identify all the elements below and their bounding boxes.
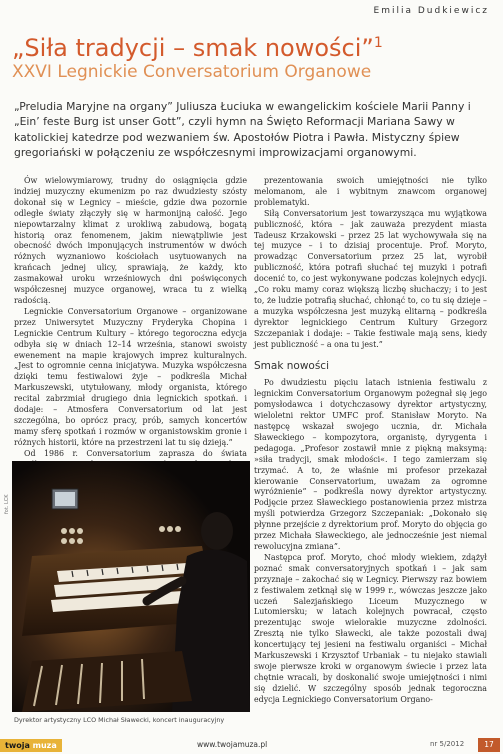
paragraph: prezentowania swoich umiejętności nie tylko melomanom, ale i wybitnym znawcom organowej problematyki. — [254, 176, 487, 207]
author-name: Emilia Dudkiewicz — [373, 6, 489, 16]
section-heading: Smak nowości — [254, 359, 329, 372]
article-lead: „Preludia Maryjne na organy” Juliusza Łuciuka w ewangelickim kościele Marii Panny i „Ein’ feste Burg ist unser Gott”, czyli hymn na Święto Reformacji Mariana Sawy w katolickiej katedrze pod wezwaniem św. Apostołów Piotra i Pawła. Mistyczny śpiew gregoriański w połączeniu ze współczesnymi improwizacjami organowymi. — [14, 100, 471, 160]
text-column-right — [254, 176, 487, 706]
paragraph: Po dwudziestu pięciu latach istnienia festiwalu z legnickim Conversatorium Organowym pożegnał się jego pomysłodawca i dotychczasowy dyrektor artystyczny, wieloletni rektor UMFC prof. Stanisław Moryto. Na następcę wskazał swojego ucznia, dr. Michała Sławeckiego – kompozytora, organistę, dyrygenta i pedagoga. „Profesor zostawił mnie z piękną maksymą: »siła tradycji, smak młodości«. I tego zamierzam się trzymać. A to, że właśnie mi profesor przekazał kierowanie Conservatorium, uważam za ogromne wyróżnienie” – podkreśla nowy dyrektor artystyczny. Podjęcie przez Sławeckiego postanowienia przez mistrza myśli potwierdza Grzegorz Szczepaniak: „Dokonało się płynne przejście z dyrektorium prof. Moryto do objęcia go przez Michała Sławeckiego, ale jednocześnie jest niemal rewolucyjna zmiana”. — [254, 378, 487, 551]
logo-part-2: muza — [32, 741, 57, 750]
organist-photo — [12, 461, 250, 712]
headline-footnote: 1 — [373, 35, 383, 51]
logo-part-1: twoja — [5, 741, 33, 750]
paragraph: Ów wielowymiarowy, trudny do osiągnięcia gdzie indziej muzyczny ekumenizm po raz dwudziesty szósty dokonał się w Legnicy – mieście, gdzie dwa pozornie odległe światy złączyły się w harmonijną całość. Jego niepowtarzalny klimat z urokliwą zabudową, bogatą historią oraz fenomenem, jakim niewątpliwie jest obecność dwóch imponujących instrumentów w dwóch różnych wyznaniowo kościołach usytuowanych na krańcach jednej ulicy, sprawiają, że każdy, kto zasmakował uroku wrześniowych dni poświęconych współczesnej muzyce organowej, wraca tu z wielką radością. — [14, 176, 247, 305]
photo-caption: Dyrektor artystyczny LCO Michał Sławecki, koncert inauguracyjny — [14, 716, 225, 724]
issue-number: nr 5/2012 — [430, 740, 465, 748]
page-number: 17 — [478, 738, 500, 752]
headline-text: „Siła tradycji – smak nowości” — [12, 34, 374, 62]
article-headline — [12, 30, 497, 61]
paragraph: Legnickie Conversatorium Organowe – organizowane przez Uniwersytet Muzyczny Fryderyka Chopina i Legnickie Centrum Kultury – którego tegoroczna edycja odbyła się w dniach 12–14 września, stanowi swoisty ewenement na mapie krajowych imprez kulturalnych. „Jest to ogromnie cenna inicjatywa. Muzyka współczesna dzięki temu festiwalowi żyje – podkreśla Michał Markuszewski, utytułowany, młody organista, którego recital zabrzmiał drugiego dnia legnickich spotkań. i dodaje: – Atmosfera Conversatorium od lat jest szczególna, bo oprócz pracy, prób, samych koncertów mamy sferę spotkań i rozmów w organistowskim gronie i różnych historii, które na przestrzeni lat tu się dzieją.” — [14, 306, 247, 447]
organ-console-illustration — [12, 461, 250, 712]
paragraph: Siłą Conversatorium jest towarzysząca mu wyjątkowa publiczność, która – jak zauważa prezydent miasta Tadeusz Krzakowski – przez 25 lat wychowywała się na tej muzyce – i to dzisiaj procentuje. Prof. Moryto, prowadząc Conversatorium przez 25 lat, wyrobił publiczność, która potrafi słuchać tej muzyki i potrafi docenić to, co jest wykonywane podczas kolejnych edycji. „Co roku mamy coraz większą liczbę słuchaczy; i to jest to, że ludzie potrafią słuchać, chłonąć to, co tu się dzieje – a muzyka współczesna jest muzyką elitarną – podkreśla dyrektor legnickiego Centrum Kultury Grzegorz Szczepaniak i dodaje: – Takie festiwale mają sens, kiedy jest publiczność – a ona tu jest.” — [254, 208, 487, 349]
paragraph: Od 1986 r. Conversatorium zaprasza do świata — [24, 448, 247, 458]
article-subheadline: XXVI Legnickie Conversatorium Organowe — [12, 62, 372, 82]
paragraph: Następca prof. Moryto, choć młody wiekiem, zdążył poznać smak conversatoryjnych spotkań i – jak sam przyznaje – zakochać się w Legnicy. Pierwszy raz bowiem z festiwalem zetknął się w 1999 r., wówczas jeszcze jako uczeń Salezjańskiego Liceum Muzycznego w Lutomiersku; w latach kolejnych powracał, często prezentując swoje wielorakie muzyczne zdolności. Zresztą nie tylko Sławecki, ale także pozostali dwaj koncertujący tej jesieni na festiwalu organiści – Michał Markuszewski i Krzysztof Urbaniak – tu niejako stawiali swoje pierwsze kroki w organowym świecie i przez lata chętnie wracali, by doskonalić swoje umiejętności i nimi się dzielić. W szczególny sposób jednak tegoroczna edycja Legnickiego Conversatorium Organo- — [254, 552, 487, 704]
page-footer — [0, 738, 503, 754]
photo-credit: fot. LCK — [4, 494, 10, 514]
website-url: www.twojamuza.pl — [197, 740, 268, 749]
magazine-logo — [0, 739, 62, 752]
